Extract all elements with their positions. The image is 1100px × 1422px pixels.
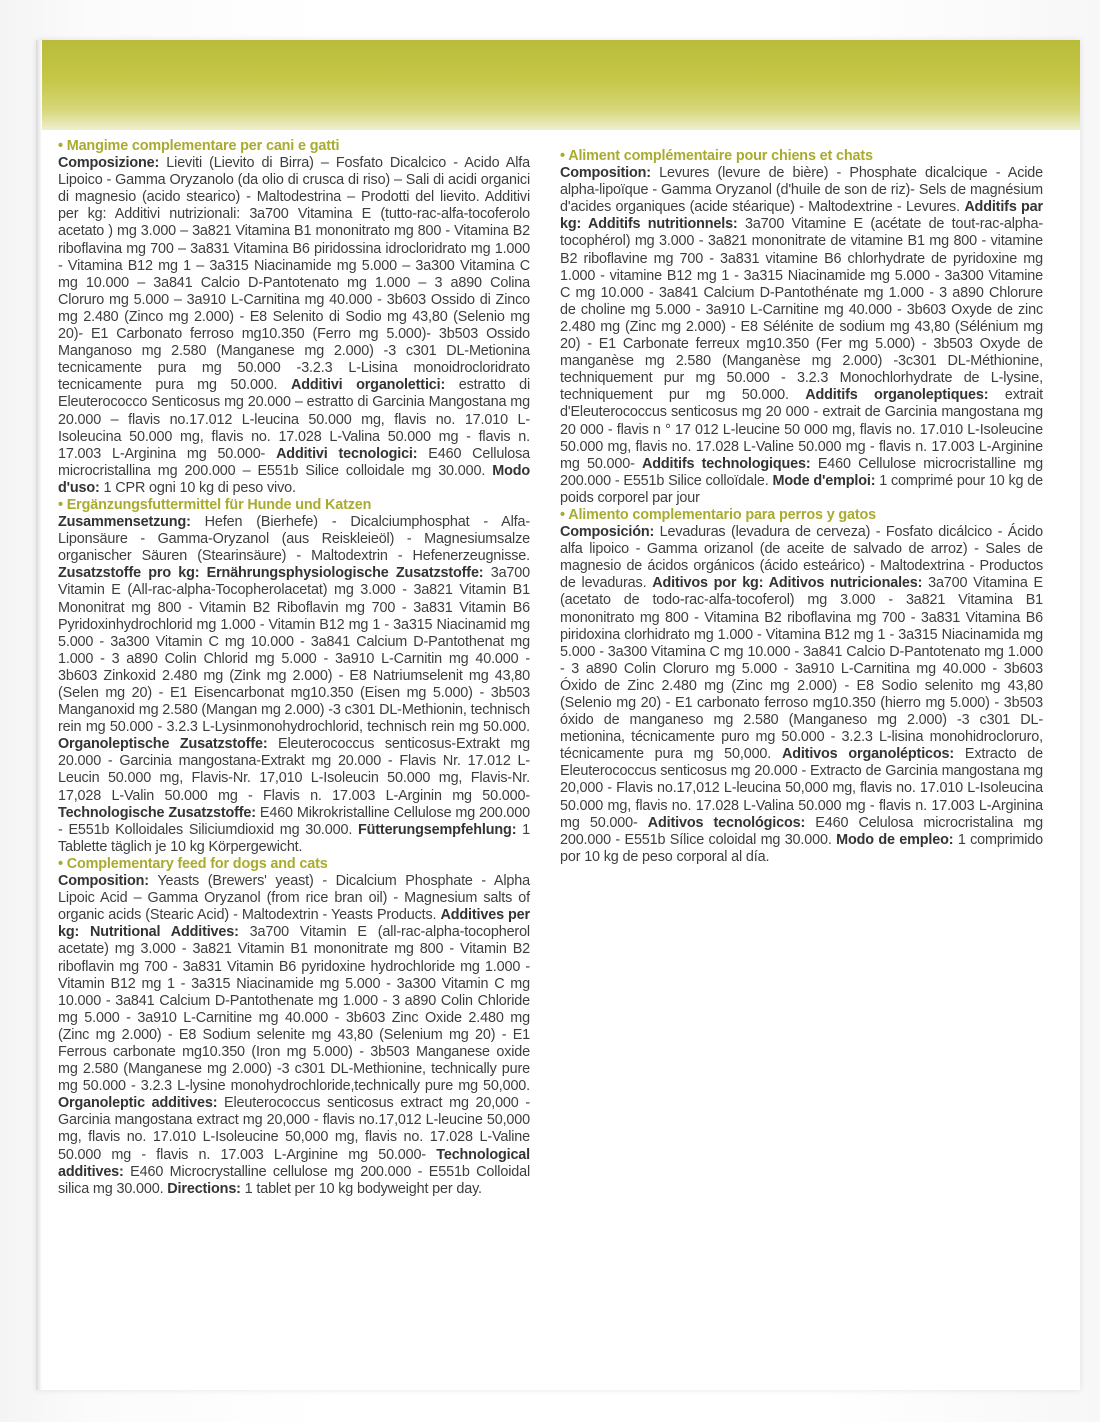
composition-label-it: Composizione:	[58, 155, 160, 172]
additives-text-de: 3a700 Vitamin E (All-rac-alpha-Tocopherolacetat) mg 3.000 - 3a821 Vitamin B1 Mononitrat mg 800 - Vitamin B2 Riboflavin mg 700 - 3a831 Vitamin B6 Pyridoxinhydrochlorid mg 1.000 - Vitamin B12 mg 1 - 3a315 Niacinamid mg 5.000 - 3a300 Vitamin C mg 10.000 - 3a841 Calcium D-Pantothenat mg 1.000 - 3 a890 Colin Chlorid mg 5.000 - 3a910 L-Carnitin mg 40.000 - 3b603 Zinkoxid 2.480 mg (Zink mg 2.000) - E8 Natriumselenit mg 43,80 (Selen mg 20) - E1 Eisencarbonat mg10.350 (Eisen mg 5.000) - 3b503 Manganoxid mg 2.580 (Mangan mg 2.000) -3 c301 DL-Methionin, technisch rein mg 50.000 - 3.2.3 L-Lysinmonohydrochlorid, technisch rein mg 50.000.	[58, 565, 531, 736]
section-german	[58, 497, 530, 856]
section-heading-english: • Complementary feed for dogs and cats	[58, 855, 328, 872]
section-italian	[58, 138, 530, 497]
technological-text-it: E460 Cellulosa microcristallina mg 200.000 – E551b Silice colloidale mg 30.000.	[58, 445, 530, 479]
green-header-band	[36, 40, 1080, 130]
usage-label-fr: Mode d'emploi:	[772, 472, 876, 489]
technological-text-de: E460 Mikrokristalline Cellulose mg 200.000 - E551b Kolloidales Siliciumdioxid mg 30.000.	[58, 804, 530, 838]
technological-text-es: E460 Celulosa microcristalina mg 200.000 - E551b Sílice coloidal mg 30.000.	[560, 814, 1043, 848]
usage-text-de: 1 Tablette täglich je 10 kg Körpergewicht.	[58, 821, 530, 855]
technological-label-es: Aditivos tecnológicos:	[647, 814, 806, 831]
composition-label-es: Composición:	[560, 524, 655, 541]
technological-label-it: Additivi tecnologici:	[276, 445, 418, 462]
usage-label-it: Modo d'uso:	[58, 462, 530, 496]
usage-text-es: 1 comprimido por 10 kg de peso corporal al día.	[560, 831, 1043, 865]
organoleptic-label-fr: Additifs organoleptiques:	[805, 387, 989, 404]
composition-label-de: Zusammensetzung:	[58, 514, 191, 531]
section-heading-italian: • Mangime complementare per cani e gatti	[58, 138, 340, 154]
section-english	[58, 856, 530, 1198]
package-fold-edge	[36, 40, 42, 1390]
organoleptic-text-fr: extrait d'Eleuterococcus senticosus mg 20 000 - extrait de Garcinia mangostana mg 20 000 - flavis n ° 17 012 L-leucine 50 000 mg, flavis no. 17.010 L-Isoleucine 50.000 mg, flavis no. 17.028 L-Valine 50.000 mg - flavis n. 17.003 L-Arginine mg 50.000-	[560, 387, 1043, 472]
composition-text-de: Hefen (Bierhefe) - Dicalciumphosphat - Alfa-Liponsäure - Gamma-Oryzanol (aus Reiskleieöl) - Magnesiumsalze organischer Säuren (Stearinsäure) - Maltodextrin - Hefenerzeugnisse.	[58, 514, 530, 565]
additives-label-en: Additives per kg: Nutritional Additives:	[58, 907, 530, 941]
additives-text-fr: 3a700 Vitamine E (acétate de tout-rac-alpha-tocophérol) mg 3.000 - 3a821 mononitrate de vitamine B1 mg 800 - vitamine B2 riboflavine mg 700 - 3a831 vitamine B6 chlorhydrate de pyridoxine mg 1.000 - vitamine B12 mg 1 - 3a315 Niacinamide mg 5.000 - 3a300 Vitamine C mg 10.000 - 3a841 Calcium D-Pantothénate mg 1.000 - 3 a890 Chlorure de choline mg 5.000 - 3a910 L-Carnitine mg 40.000 - 3b603 Oxyde de zinc 2.480 mg (Zinc mg 2.000) - E8 Sélénite de sodium mg 43,80 (Sélénium mg 20) - E1 Carbonate ferreux mg10.350 (Fer mg 5.000) - 3b503 Oxyde de manganèse mg 2.580 (Manganèse mg 2.000) -3c301 DL-Méthionine, techniquement pur mg 50.000 - 3.2.3 Monochlorhydrate de L-lysine, techniquement pur mg 50.000.	[560, 216, 1043, 404]
composition-text-es: Levaduras (levadura de cerveza) - Fosfato dicálcico - Ácido alfa lipoico - Gamma orizanol (de aceite de salvado de arroz) - Sales de magnesio de ácidos orgánicos (ácido esteárico) - Maltodextrina - Productos de levaduras.	[560, 524, 1043, 592]
additives-label-es: Aditivos por kg: Aditivos nutricionales:	[652, 575, 923, 592]
additives-text-es: 3a700 Vitamina E (acetato de todo-rac-alfa-tocoferol) mg 3.000 - 3a821 Vitamina B1 mononitrato mg 800 - Vitamina B2 riboflavina mg 700 - 3a831 Vitamina B6 piridoxina clorhidrato mg 1.000 - Vitamina B12 mg 1 - 3a315 Niacinamida mg 5.000 - 3a300 Vitamina C mg 10.000 - 3a841 Calcio D-Pantotenato mg 1.000 - 3 a890 Colin Cloruro mg 5.000 - 3a910 L-Carnitina mg 40.000 - 3b603 Óxido de Zinc 2.480 mg (Zinc mg 2.000) - E8 Sodio selenito mg 43,80 (Selenio mg 20) - E1 carbonato ferroso mg10.350 (hierro mg 5.000) - 3b503 óxido de manganeso mg 2.580 (Manganeso mg 2.000) -3 c301 DL-metionina, técnicamente puro mg 50.000 - 3.2.3 L-lisina monohidrocloruro, técnicamente pura mg 50,000.	[560, 575, 1043, 763]
composition-label-fr: Composition:	[560, 165, 651, 182]
technological-label-fr: Additifs technologiques:	[642, 455, 811, 472]
usage-text-it: 1 CPR ogni 10 kg di peso vivo.	[99, 479, 296, 496]
left-text-column	[58, 138, 530, 1198]
section-spanish	[560, 507, 1043, 866]
composition-text-fr: Levures (levure de bière) - Phosphate dicalcique - Acide alpha-lipoïque - Gamma Oryzanol (d'huile de son de riz)- Sels de magnésium d'acides organiques (acide stéarique) - Maltodextrine - Levures.	[560, 165, 1043, 216]
usage-text-fr: 1 comprimé pour 10 kg de poids corporel par jour	[560, 472, 1043, 506]
organoleptic-label-en: Organoleptic additives:	[58, 1095, 218, 1112]
additives-label-de: Zusatzstoffe pro kg: Ernährungsphysiologische Zusatzstoffe:	[58, 565, 484, 582]
section-heading-french: • Aliment complémentaire pour chiens et chats	[560, 148, 873, 164]
section-heading-spanish: • Alimento complementario para perros y gatos	[560, 506, 877, 523]
technological-text-fr: E460 Cellulose microcristalline mg 200.000 - E551b Silice colloïdale.	[560, 455, 1043, 489]
technological-label-en: Technological additives:	[58, 1146, 530, 1180]
section-french	[560, 148, 1043, 507]
technological-text-en: E460 Microcrystalline cellulose mg 200.000 - E551b Colloidal silica mg 30.000.	[58, 1163, 530, 1197]
organoleptic-text-es: Extracto de Eleuterococcus senticosus mg 20.000 - Extracto de Garcinia mangostana mg 20,000 - Flavis no.17,012 L-leucina 50,000 mg, flavis no. 17.010 L-Isoleucina 50.000 mg, flavis no. 17.028 L-Valina 50.000 mg - flavis n. 17.003 L-Arginina mg 50.000-	[560, 746, 1043, 831]
technological-label-de: Technologische Zusatzstoffe:	[58, 804, 256, 821]
organoleptic-label-es: Aditivos organolépticos:	[781, 746, 955, 763]
composition-text-en: Yeasts (Brewers' yeast) - Dicalcium Phosphate - Alpha Lipoic Acid – Gamma Oryzanol (from rice bran oil) - Magnesium salts of organic acids (Stearic Acid) - Maltodextrin - Yeasts Products.	[58, 873, 530, 924]
additives-label-fr: Additifs par kg: Additifs nutritionnels:	[560, 199, 1043, 233]
organoleptic-label-it: Additivi organolettici:	[290, 377, 446, 394]
right-text-column	[560, 148, 1043, 866]
section-heading-german: • Ergänzungsfuttermittel für Hunde und Katzen	[58, 496, 372, 513]
organoleptic-text-de: Eleuterococcus senticosus-Extrakt mg 20.000 - Garcinia mangostana-Extrakt mg 20.000 - Flavis Nr. 17.012 L-Leucin 50.000 mg, Flavis-Nr. 17,010 L-Isoleucin 50.000 mg, Flavis-Nr. 17,028 L-Valin 50.000 mg - Flavis n. 17.003 L-Arginin mg 50.000-	[58, 736, 530, 804]
usage-label-de: Fütterungsempfehlung:	[358, 821, 517, 838]
usage-label-en: Directions:	[167, 1180, 241, 1197]
organoleptic-text-it: estratto di Eleuterococco Senticosus mg 20.000 – estratto di Garcinia Mangostana mg 20.000 – flavis no.17.012 L-leucina 50.000 mg, flavis no. 17.010 L-Isoleucina 50.000 mg, flavis no. 17.028 L-Valina 50.000 mg - flavis n. 17.003 L-Arginina mg 50.000-	[58, 377, 530, 462]
organoleptic-text-en: Eleuterococcus senticosus extract mg 20,000 - Garcinia mangostana extract mg 20,000 - flavis no.17,012 L-leucine 50,000 mg, flavis no. 17.010 L-Isoleucine 50,000 mg, flavis no. 17.028 L-Valine 50.000 mg - flavis n. 17.003 L-Arginine mg 50.000-	[58, 1095, 530, 1163]
composition-label-en: Composition:	[58, 873, 149, 890]
additives-text-en: 3a700 Vitamin E (all-rac-alpha-tocopherol acetate) mg 3.000 - 3a821 Vitamin B1 mononitrate mg 800 - Vitamin B2 riboflavin mg 700 - 3a831 Vitamin B6 pyridoxine hydrochloride mg 1.000 - Vitamin B12 mg 1 - 3a315 Niacinamide mg 5.000 - 3a300 Vitamin C mg 10.000 - 3a841 Calcium D-Pantothenate mg 1.000 - 3 a890 Colin Chloride mg 5.000 - 3a910 L-Carnitine mg 40.000 - 3b603 Zinc Oxide 2.480 mg (Zinc mg 2.000) - E8 Sodium selenite mg 43,80 (Selenium mg 20) - E1 Ferrous carbonate mg10.350 (Iron mg 5.000) - 3b503 Manganese oxide mg 2.580 (Manganese mg 2.000) -3 c301 DL-Methionine, technically pure mg 50.000 - 3.2.3 L-lysine monohydrochloride,technically pure mg 50,000.	[58, 924, 530, 1095]
usage-text-en: 1 tablet per 10 kg bodyweight per day.	[240, 1180, 482, 1197]
usage-label-es: Modo de empleo:	[836, 831, 954, 848]
composition-text-it: Lieviti (Lievito di Birra) – Fosfato Dicalcico - Acido Alfa Lipoico - Gamma Oryzanolo (da olio di crusca di riso) – Sali di acidi organici di magnesio (acido stearico) - Maltodestrina – Prodotti del lievito. Additivi per kg: Additivi nutrizionali: 3a700 Vitamina E (tutto-rac-alfa-tocoferolo acetato ) mg 3.000 – 3a821 Vitamina B1 mononitrato mg 800 - Vitamina B2 riboflavina mg 700 – 3a831 Vitamina B6 piridossina idrocloridrato mg 1.000 - Vitamina B12 mg 1 – 3a315 Niacinamide mg 5.000 – 3a300 Vitamina C mg 10.000 – 3a841 Calcio D-Pantotenato mg 1.000 – 3 a890 Colina Cloruro mg 5.000 – 3a910 L-Carnitina mg 40.000 - 3b603 Ossido di Zinco mg 2.480 (Zinco mg 2.000) - E8 Selenito di Sodio mg 43,80 (Selenio mg 20)- E1 Carbonato ferroso mg10.350 (Ferro mg 5.000)- 3b503 Ossido Manganoso mg 2.580 (Manganese mg 2.000) -3 c301 DL-Metionina tecnicamente pura mg 50.000 -3.2.3 L-Lisina monoidrocloridrato tecnicamente pura mg 50.000.	[58, 155, 530, 394]
organoleptic-label-de: Organoleptische Zusatzstoffe:	[58, 736, 268, 753]
